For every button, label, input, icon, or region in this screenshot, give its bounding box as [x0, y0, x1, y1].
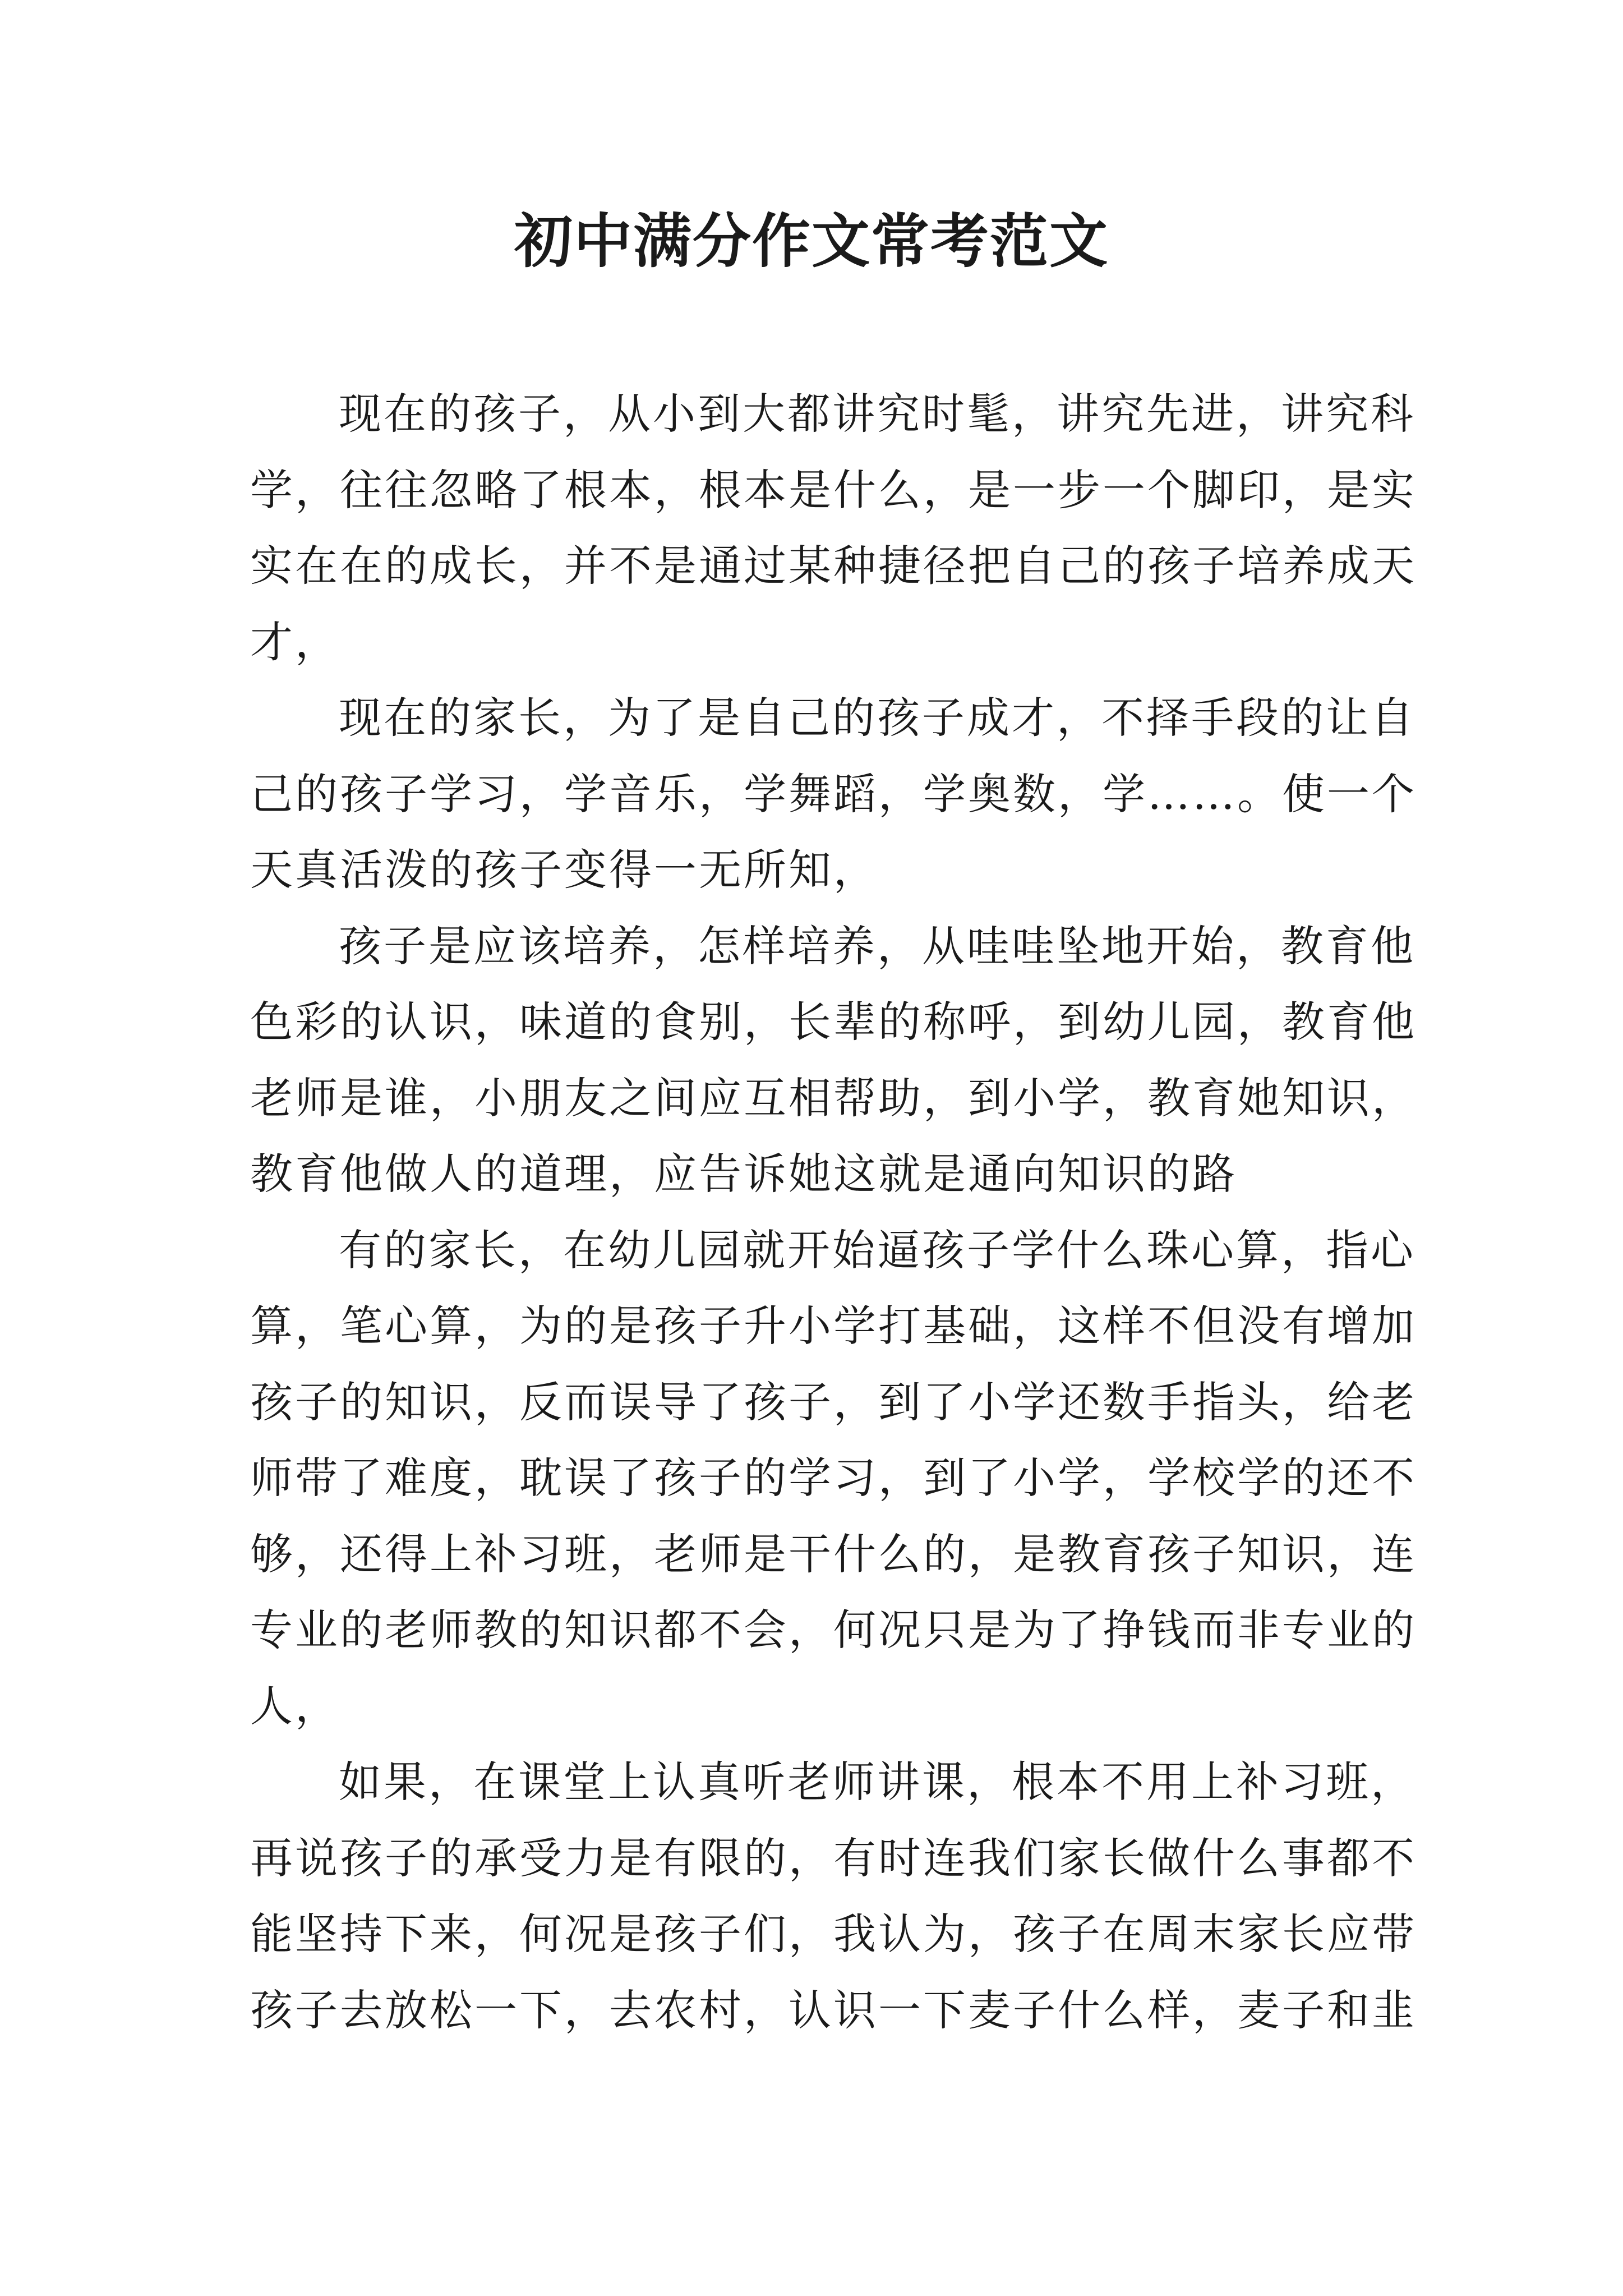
text-line: 天真活泼的孩子变得一无所知， [250, 845, 878, 895]
text-line: 算，笔心算，为的是孩子升小学打基础，这样不但没有增加 [250, 1301, 1417, 1351]
paragraph-1 [250, 376, 1417, 680]
text-line: 实在在的成长，并不是通过某种捷径把自己的孩子培养成天 [250, 541, 1417, 591]
paragraph-3 [250, 908, 1417, 1212]
text-line: 如果，在课堂上认真听老师讲课，根本不用上补习班， [339, 1757, 1415, 1807]
text-line: 师带了难度，耽误了孩子的学习，到了小学，学校学的还不 [250, 1453, 1417, 1503]
document-body [250, 376, 1417, 2048]
text-line: 色彩的认识，味道的食别，长辈的称呼，到幼儿园，教育他 [250, 997, 1417, 1047]
document-title: 初中满分作文常考范文 [514, 206, 1109, 275]
text-line: 孩子去放松一下，去农村，认识一下麦子什么样，麦子和韭 [250, 1985, 1417, 2035]
text-line: 才， [250, 616, 340, 667]
text-line: 学，往往忽略了根本，根本是什么，是一步一个脚印，是实 [250, 464, 1417, 515]
text-line: 现在的家长，为了是自己的孩子成才，不择手段的让自 [339, 693, 1415, 743]
paragraph-5 [250, 1744, 1417, 2048]
text-line: 有的家长，在幼儿园就开始逼孩子学什么珠心算，指心 [339, 1225, 1415, 1275]
text-line: 再说孩子的承受力是有限的，有时连我们家长做什么事都不 [250, 1833, 1417, 1883]
text-line: 老师是谁，小朋友之间应互相帮助，到小学，教育她知识， [250, 1073, 1417, 1123]
paragraph-4 [250, 1212, 1417, 1745]
text-line: 现在的孩子，从小到大都讲究时髦，讲究先进，讲究科 [339, 389, 1415, 439]
text-line: 人， [250, 1681, 340, 1731]
text-line: 专业的老师教的知识都不会，何况只是为了挣钱而非专业的 [250, 1605, 1417, 1655]
text-line: 能坚持下来，何况是孩子们，我认为，孩子在周末家长应带 [250, 1909, 1417, 1959]
text-line: 己的孩子学习，学音乐，学舞蹈，学奥数，学……。使一个 [250, 769, 1417, 819]
text-line: 够，还得上补习班，老师是干什么的，是教育孩子知识，连 [250, 1529, 1417, 1579]
text-line: 孩子是应该培养，怎样培养，从哇哇坠地开始，教育他 [339, 921, 1415, 971]
text-line: 教育他做人的道理，应告诉她这就是通向知识的路 [250, 1149, 1237, 1199]
paragraph-2 [250, 680, 1417, 908]
text-line: 孩子的知识，反而误导了孩子，到了小学还数手指头，给老 [250, 1377, 1417, 1427]
